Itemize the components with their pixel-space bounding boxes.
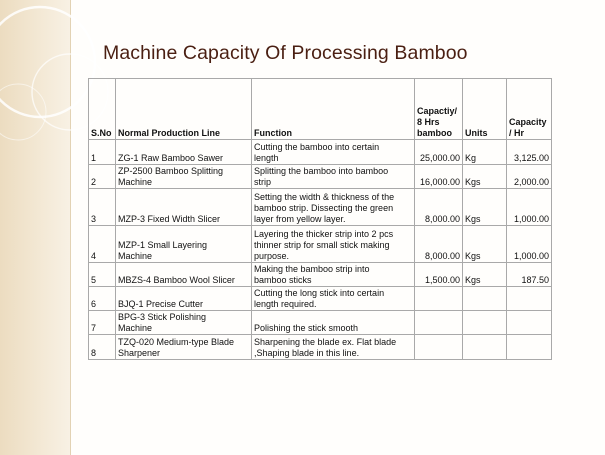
cell-units: Kgs <box>463 165 507 189</box>
table-row <box>89 140 552 165</box>
cell-function: Splitting the bamboo into bamboo strip <box>252 165 415 189</box>
cell-production-line: TZQ-020 Medium-type Blade Sharpener <box>116 335 252 360</box>
cell-function: Cutting the bamboo into certain length <box>252 140 415 165</box>
cell-function: Sharpening the blade ex. Flat blade ,Shaping blade in this line. <box>252 335 415 360</box>
decorative-side-band <box>0 0 70 455</box>
cell-capacity-8hrs <box>415 311 463 335</box>
header-row <box>89 79 552 140</box>
cell-production-line: ZP-2500 Bamboo Splitting Machine <box>116 165 252 189</box>
cell-units: Kgs <box>463 263 507 287</box>
cell-capacity-hr <box>507 335 552 360</box>
header-capacity-8hrs: Capactiy/ 8 Hrs bamboo <box>415 79 463 140</box>
cell-sno: 3 <box>89 189 116 226</box>
cell-production-line: BPG-3 Stick Polishing Machine <box>116 311 252 335</box>
cell-capacity-hr: 2,000.00 <box>507 165 552 189</box>
cell-function: Cutting the long stick into certain length required. <box>252 287 415 311</box>
table-row <box>89 226 552 263</box>
cell-function: Layering the thicker strip into 2 pcs thinner strip for small stick making purpose. <box>252 226 415 263</box>
header-sno: S.No <box>89 79 116 140</box>
header-production-line: Normal Production Line <box>116 79 252 140</box>
cell-production-line: MBZS-4 Bamboo Wool Slicer <box>116 263 252 287</box>
cell-capacity-hr <box>507 287 552 311</box>
capacity-table <box>88 78 552 360</box>
table-row <box>89 189 552 226</box>
cell-capacity-8hrs <box>415 335 463 360</box>
cell-capacity-hr: 187.50 <box>507 263 552 287</box>
cell-sno: 6 <box>89 287 116 311</box>
cell-units <box>463 287 507 311</box>
table-body <box>89 140 552 360</box>
cell-units: Kgs <box>463 226 507 263</box>
header-function: Function <box>252 79 415 140</box>
cell-sno: 2 <box>89 165 116 189</box>
cell-units <box>463 311 507 335</box>
cell-sno: 4 <box>89 226 116 263</box>
cell-function: Making the bamboo strip into bamboo sticks <box>252 263 415 287</box>
cell-units <box>463 335 507 360</box>
cell-production-line: BJQ-1 Precise Cutter <box>116 287 252 311</box>
cell-sno: 5 <box>89 263 116 287</box>
cell-sno: 1 <box>89 140 116 165</box>
cell-capacity-hr: 1,000.00 <box>507 226 552 263</box>
cell-capacity-8hrs: 1,500.00 <box>415 263 463 287</box>
cell-production-line: MZP-3 Fixed Width Slicer <box>116 189 252 226</box>
slide-title: Machine Capacity Of Processing Bamboo <box>103 42 468 64</box>
cell-sno: 7 <box>89 311 116 335</box>
cell-capacity-8hrs: 16,000.00 <box>415 165 463 189</box>
header-capacity-hr: Capacity / Hr <box>507 79 552 140</box>
table-row <box>89 287 552 311</box>
table-row <box>89 335 552 360</box>
cell-function: Setting the width & thickness of the bamboo strip. Dissecting the green layer from yellow layer. <box>252 189 415 226</box>
cell-capacity-8hrs: 8,000.00 <box>415 189 463 226</box>
cell-capacity-hr: 1,000.00 <box>507 189 552 226</box>
cell-function: Polishing the stick smooth <box>252 311 415 335</box>
table-row <box>89 165 552 189</box>
cell-units: Kgs <box>463 189 507 226</box>
table-row <box>89 311 552 335</box>
cell-production-line: ZG-1 Raw Bamboo Sawer <box>116 140 252 165</box>
table-row <box>89 263 552 287</box>
side-band-edge <box>70 0 71 455</box>
cell-capacity-8hrs: 25,000.00 <box>415 140 463 165</box>
header-units: Units <box>463 79 507 140</box>
cell-units: Kg <box>463 140 507 165</box>
cell-capacity-8hrs <box>415 287 463 311</box>
cell-capacity-hr <box>507 311 552 335</box>
cell-capacity-8hrs: 8,000.00 <box>415 226 463 263</box>
cell-sno: 8 <box>89 335 116 360</box>
cell-production-line: MZP-1 Small Layering Machine <box>116 226 252 263</box>
cell-capacity-hr: 3,125.00 <box>507 140 552 165</box>
